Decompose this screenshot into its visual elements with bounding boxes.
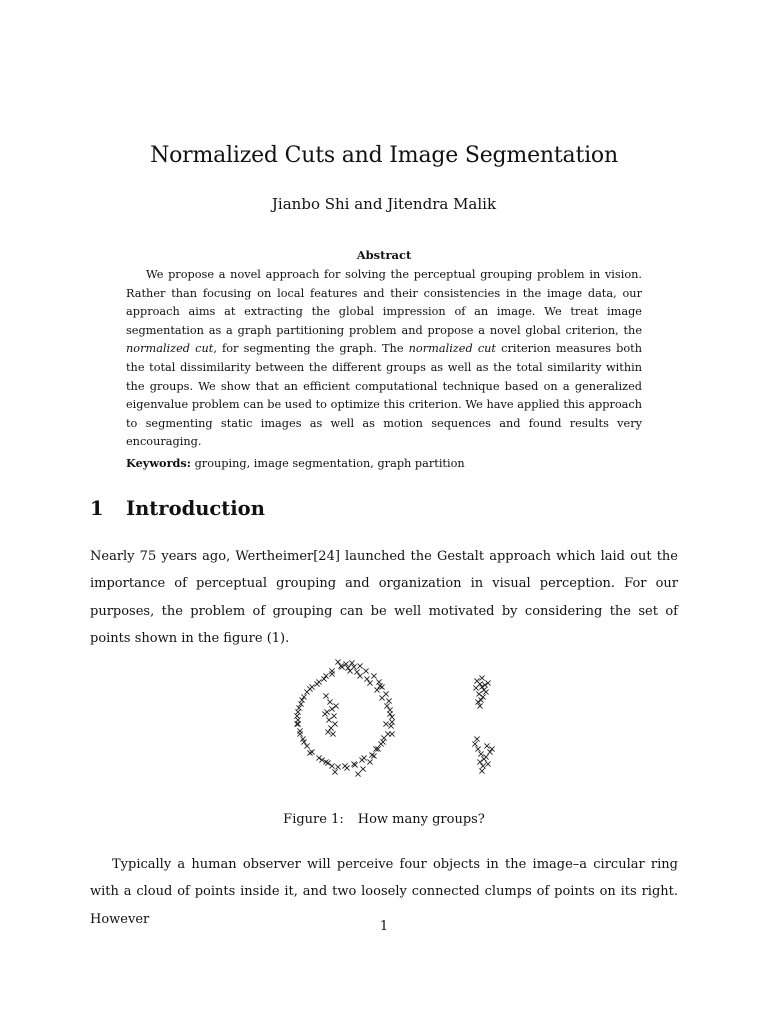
- scatter-point: [344, 765, 349, 770]
- scatter-point: [327, 699, 332, 704]
- paper-title: Normalized Cuts and Image Segmentation: [150, 143, 618, 168]
- scatter-point: [294, 721, 299, 726]
- scatter-point: [295, 717, 300, 722]
- scatter-point: [316, 755, 321, 760]
- scatter-point: [361, 755, 366, 760]
- scatter-point: [333, 703, 338, 708]
- scatter-point: [383, 721, 388, 726]
- scatter-point: [294, 713, 299, 718]
- scatter-point: [357, 673, 362, 678]
- scatter-point: [355, 771, 360, 776]
- abstract-part-2: , for segmenting the graph. The: [213, 342, 409, 356]
- scatter-point: [483, 689, 488, 694]
- scatter-point: [314, 681, 319, 686]
- scatter-point: [479, 684, 484, 689]
- scatter-point: [328, 725, 333, 730]
- section-title: Introduction: [126, 497, 265, 520]
- scatter-point: [376, 679, 381, 684]
- scatter-point: [379, 695, 384, 700]
- scatter-point: [476, 691, 481, 696]
- abstract-emphasis-2: normalized cut: [408, 342, 496, 356]
- scatter-point: [323, 693, 328, 698]
- scatter-point: [364, 676, 369, 681]
- scatter-point: [325, 760, 330, 765]
- page-number: 1: [379, 919, 389, 934]
- scatter-point: [295, 709, 300, 714]
- scatter-point: [304, 743, 309, 748]
- abstract-emphasis-1: normalized cut: [126, 342, 214, 356]
- scatter-point: [489, 746, 494, 751]
- scatter-point: [478, 751, 483, 756]
- scatter-point: [309, 749, 314, 754]
- scatter-point: [478, 697, 483, 702]
- scatter-point: [378, 741, 383, 746]
- scatter-point: [386, 698, 391, 703]
- scatter-point: [363, 668, 368, 673]
- scatter-point: [479, 675, 484, 680]
- keywords-line: [126, 456, 642, 470]
- scatter-point: [483, 754, 488, 759]
- section-heading: [90, 497, 265, 520]
- scatter-point: [389, 719, 394, 724]
- body-paragraph: Typically a human observer will perceive four objects in the image–a circular ring with a cloud of points inside it, and two loosely connected clumps of points on its right. However: [90, 857, 678, 927]
- scatter-point: [321, 676, 326, 681]
- scatter-point: [387, 711, 392, 716]
- scatter-point: [369, 752, 374, 757]
- abstract-part-3: criterion measures both the total dissimilarity between the different groups as well as the total similarity within the groups. We show that an efficient computational technique based on a generalized eigenvalue problem can be used to optimize this criterion. We have applied this approach to segmenting static images as well as motion sequences and found results very encouraging.: [126, 342, 642, 449]
- scatter-point: [325, 729, 330, 734]
- figure-caption-label: Figure 1:: [283, 812, 344, 827]
- figure-caption: [0, 812, 768, 827]
- scatter-point: [301, 694, 306, 699]
- scatter-point: [388, 723, 393, 728]
- scatter-point: [323, 673, 328, 678]
- scatter-point: [329, 668, 334, 673]
- figure-caption-text: How many groups?: [357, 812, 485, 827]
- scatter-point: [307, 750, 312, 755]
- intro-paragraph: Nearly 75 years ago, Wertheimer[24] launched the Gestalt approach which laid out the importance of perceptual grouping and organization in visual perception. For our purposes, the problem of grouping can be well motivated by considering the set of points shown in the figure (1).: [90, 549, 678, 646]
- scatter-point: [326, 717, 331, 722]
- scatter-point: [475, 746, 480, 751]
- scatter-point: [330, 731, 335, 736]
- scatter-point: [331, 713, 336, 718]
- abstract-text: [126, 266, 642, 452]
- abstract-heading: Abstract: [356, 248, 412, 262]
- keywords-list: grouping, image segmentation, graph partition: [194, 457, 465, 470]
- figure-scatter-plot: [262, 654, 506, 788]
- section-number: 1: [90, 497, 104, 520]
- scatter-point: [299, 697, 304, 702]
- scatter-point: [487, 749, 492, 754]
- scatter-point: [474, 736, 479, 741]
- scatter-point: [389, 731, 394, 736]
- scatter-point: [329, 671, 334, 676]
- scatter-point: [377, 683, 382, 688]
- scatter-point: [472, 741, 477, 746]
- scatter-point: [480, 694, 485, 699]
- scatter-point: [297, 731, 302, 736]
- scatter-point: [374, 687, 379, 692]
- scatter-point: [297, 728, 302, 733]
- scatter-point: [371, 673, 376, 678]
- scatter-point: [484, 743, 489, 748]
- scatter-point: [332, 769, 337, 774]
- keywords-label: Keywords:: [126, 456, 191, 470]
- scatter-point: [477, 759, 482, 764]
- scatter-point: [482, 682, 487, 687]
- scatter-point: [335, 764, 340, 769]
- scatter-point: [379, 684, 384, 689]
- scatter-point: [389, 714, 394, 719]
- scatter-point: [329, 706, 334, 711]
- scatter-point: [329, 763, 334, 768]
- scatter-point: [367, 759, 372, 764]
- scatter-point: [480, 763, 485, 768]
- author-line: Jianbo Shi and Jitendra Malik: [271, 195, 497, 213]
- scatter-point: [322, 711, 327, 716]
- scatter-point: [479, 768, 484, 773]
- scatter-point: [384, 703, 389, 708]
- scatter-point: [381, 735, 386, 740]
- abstract-part-1: We propose a novel approach for solving the perceptual grouping problem in vision. Rather than focusing on local features and their consistencies in the image data, our approach aims at extracting the global impression of an image. We treat image segmentation as a graph partitioning problem and propose a novel global criterion, the: [126, 268, 642, 337]
- scatter-point: [485, 680, 490, 685]
- scatter-point: [360, 766, 365, 771]
- scatter-point: [357, 663, 362, 668]
- scatter-point: [485, 761, 490, 766]
- scatter-point: [354, 669, 359, 674]
- scatter-point: [347, 668, 352, 673]
- scatter-point: [307, 686, 312, 691]
- scatter-point: [367, 680, 372, 685]
- scatter-point: [473, 685, 478, 690]
- scatter-point: [335, 659, 340, 664]
- scatter-point: [371, 753, 376, 758]
